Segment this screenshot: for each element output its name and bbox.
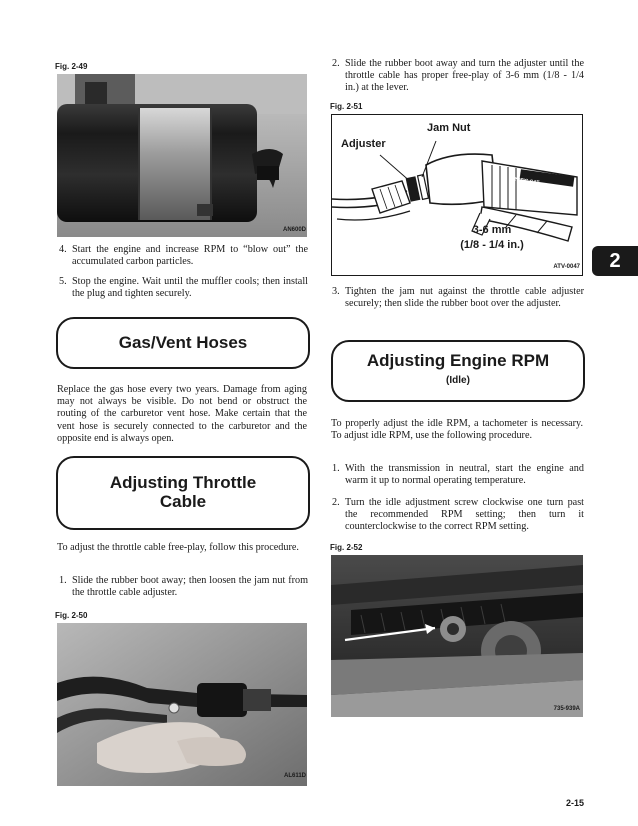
section-heading-adjusting-engine-rpm [331, 340, 585, 402]
chapter-tab: 2 [592, 246, 638, 276]
fig-2-50-label: Fig. 2-50 [55, 611, 88, 620]
adjuster-callout: Adjuster [341, 138, 386, 150]
step-3-throttle [332, 286, 584, 310]
gas-hoses-paragraph: Replace the gas hose every two years. Damage from aging may not always be visible. Do not bend or obstruct the routing of the carburetor vent hose. Make certain that the vent hose is securely connected to the carburetor and the opposite end is always open. [57, 384, 307, 444]
step-number: 4. [59, 244, 67, 255]
rpm-intro-paragraph: To properly adjust the idle RPM, a tachometer is necessary. To adjust idle RPM, use the following procedure. [331, 418, 583, 442]
step-text: Start the engine and increase RPM to “blow out” the accumulated carbon particles. [72, 244, 308, 268]
page-number: 2-15 [565, 798, 584, 808]
idle-screw-illustration [331, 555, 583, 717]
step-text: Stop the engine. Wait until the muffler cools; then install the plug and tighten securely. [72, 276, 308, 300]
fig-2-52-engine-photo [331, 555, 583, 717]
fig-2-51-label: Fig. 2-51 [330, 102, 363, 111]
step-number: 5. [59, 276, 67, 287]
fig-2-50-throttle-photo [57, 623, 307, 786]
step-number: 2. [332, 497, 340, 508]
step-number: 1. [59, 575, 67, 586]
step-number: 2. [332, 58, 340, 69]
step-text: Slide the rubber boot away and turn the adjuster until the throttle cable has proper free-play of 3-6 mm (1/8 - 1/4 in.) at the lever. [345, 58, 584, 94]
section-heading-gas-vent-hoses [56, 317, 310, 369]
fig-2-50-code: AL611D [283, 773, 306, 779]
step-5 [59, 276, 308, 300]
step-number: 3. [332, 286, 340, 297]
fig-2-49-muffler-photo [57, 74, 307, 237]
step-1-throttle [59, 575, 308, 599]
grip-brand-text: ARCTIC CAT [508, 175, 540, 187]
step-text: Slide the rubber boot away; then loosen the jam nut from the throttle cable adjuster. [72, 575, 308, 599]
fig-2-49-label: Fig. 2-49 [55, 62, 88, 71]
section-heading-line-2: Cable [159, 492, 207, 511]
free-play-inch-callout: (1/8 - 1/4 in.) [460, 239, 524, 251]
fig-2-52-code: 735-939A [553, 706, 580, 712]
free-play-mm-callout: 3-6 mm [472, 224, 512, 236]
fig-2-51-diagram [331, 114, 583, 276]
muffler-illustration [57, 74, 307, 237]
section-subheading-text: (Idle) [446, 375, 470, 386]
section-heading-line-1: Adjusting Throttle [109, 473, 257, 492]
fig-2-51-code: ATV-0047 [553, 264, 580, 270]
fig-2-52-label: Fig. 2-52 [330, 543, 363, 552]
step-text: Turn the idle adjustment screw clockwise one turn past the recommended RPM setting; then turn it counterclockwise to the correct RPM setting. [345, 497, 584, 533]
step-1-rpm [332, 463, 584, 487]
section-heading-adjusting-throttle-cable [56, 456, 310, 530]
section-heading-text: Gas/Vent Hoses [118, 333, 248, 352]
step-2-throttle [332, 58, 584, 95]
step-4 [59, 244, 308, 268]
section-heading-text: Adjusting Engine RPM [366, 351, 550, 370]
jam-nut-callout: Jam Nut [427, 122, 471, 134]
step-text: Tighten the jam nut against the throttle cable adjuster securely; then slide the rubber boot over the adjuster. [345, 286, 584, 310]
step-text: With the transmission in neutral, start the engine and warm it up to normal operating temperature. [345, 463, 584, 487]
fig-2-49-code: AN600D [282, 227, 306, 233]
step-number: 1. [332, 463, 340, 474]
throttle-cable-illustration [57, 623, 307, 786]
throttle-intro-paragraph: To adjust the throttle cable free-play, follow this procedure. [57, 542, 299, 553]
step-2-rpm [332, 497, 584, 534]
